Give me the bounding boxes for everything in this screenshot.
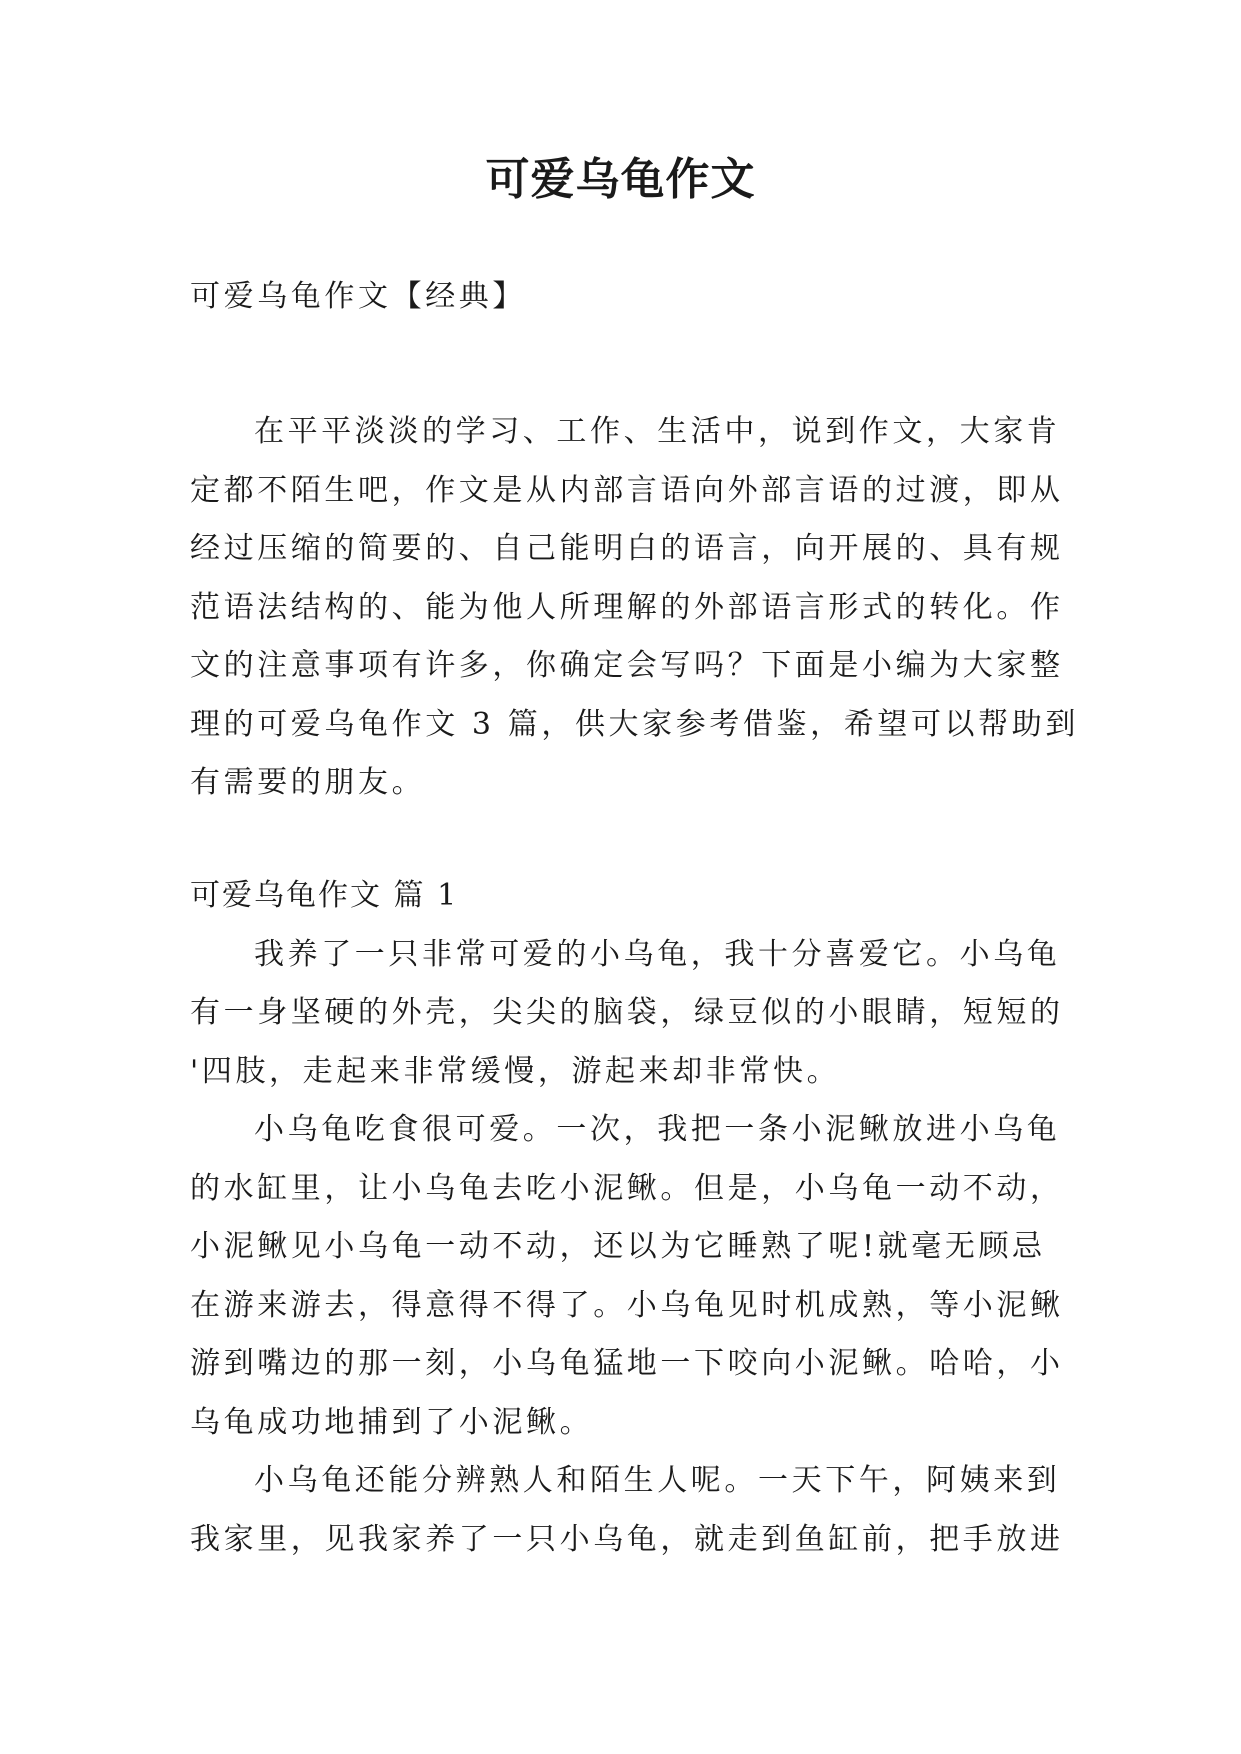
section-line: 小乌龟还能分辨熟人和陌生人呢。一天下午，阿姨来到	[254, 1463, 1061, 1498]
document-subtitle-block	[190, 268, 1050, 327]
intro-line: 范语法结构的、能为他人所理解的外部语言形式的转化。作	[190, 589, 1064, 625]
essay-section-1	[190, 867, 1064, 1569]
section-line: 游到嘴边的那一刻，小乌龟猛地一下咬向小泥鳅。哈哈，小	[190, 1346, 1064, 1381]
page-title: 可爱乌龟作文	[485, 154, 756, 205]
section-line: 小泥鳅见小乌龟一动不动，还以为它睡熟了呢!就毫无顾忌	[190, 1229, 1046, 1264]
section-line: 有一身坚硬的外壳，尖尖的脑袋，绿豆似的小眼睛，短短的	[190, 995, 1064, 1030]
section-line: 在游来游去，得意得不得了。小乌龟见时机成熟，等小泥鳅	[190, 1287, 1064, 1323]
intro-line: 理的可爱乌龟作文 3 篇，供大家参考借鉴，希望可以帮助到	[190, 706, 1079, 742]
document-subtitle: 可爱乌龟作文【经典】	[190, 279, 526, 314]
section-line: '四肢，走起来非常缓慢，游起来却非常快。	[190, 1053, 841, 1089]
section-line: 乌龟成功地捕到了小泥鳅。	[190, 1404, 594, 1440]
intro-line: 有需要的朋友。	[190, 765, 426, 800]
intro-line: 文的注意事项有许多，你确定会写吗？下面是小编为大家整	[190, 648, 1064, 683]
intro-line: 定都不陌生吧，作文是从内部言语向外部言语的过渡，即从	[190, 472, 1064, 508]
section-line: 的水缸里，让小乌龟去吃小泥鳅。但是，小乌龟一动不动，	[190, 1170, 1064, 1206]
intro-line: 经过压缩的简要的、自己能明白的语言，向开展的、具有规	[190, 531, 1064, 566]
section-line: 我养了一只非常可爱的小乌龟，我十分喜爱它。小乌龟	[254, 936, 1061, 972]
section-line: 我家里，见我家养了一只小乌龟，就走到鱼缸前，把手放进	[190, 1521, 1064, 1557]
section-heading: 可爱乌龟作文 篇 1	[190, 878, 459, 913]
intro-paragraph	[190, 403, 1079, 813]
section-line: 小乌龟吃食很可爱。一次，我把一条小泥鳅放进小乌龟	[254, 1112, 1061, 1147]
intro-line: 在平平淡淡的学习、工作、生活中，说到作文，大家肯	[254, 414, 1061, 449]
